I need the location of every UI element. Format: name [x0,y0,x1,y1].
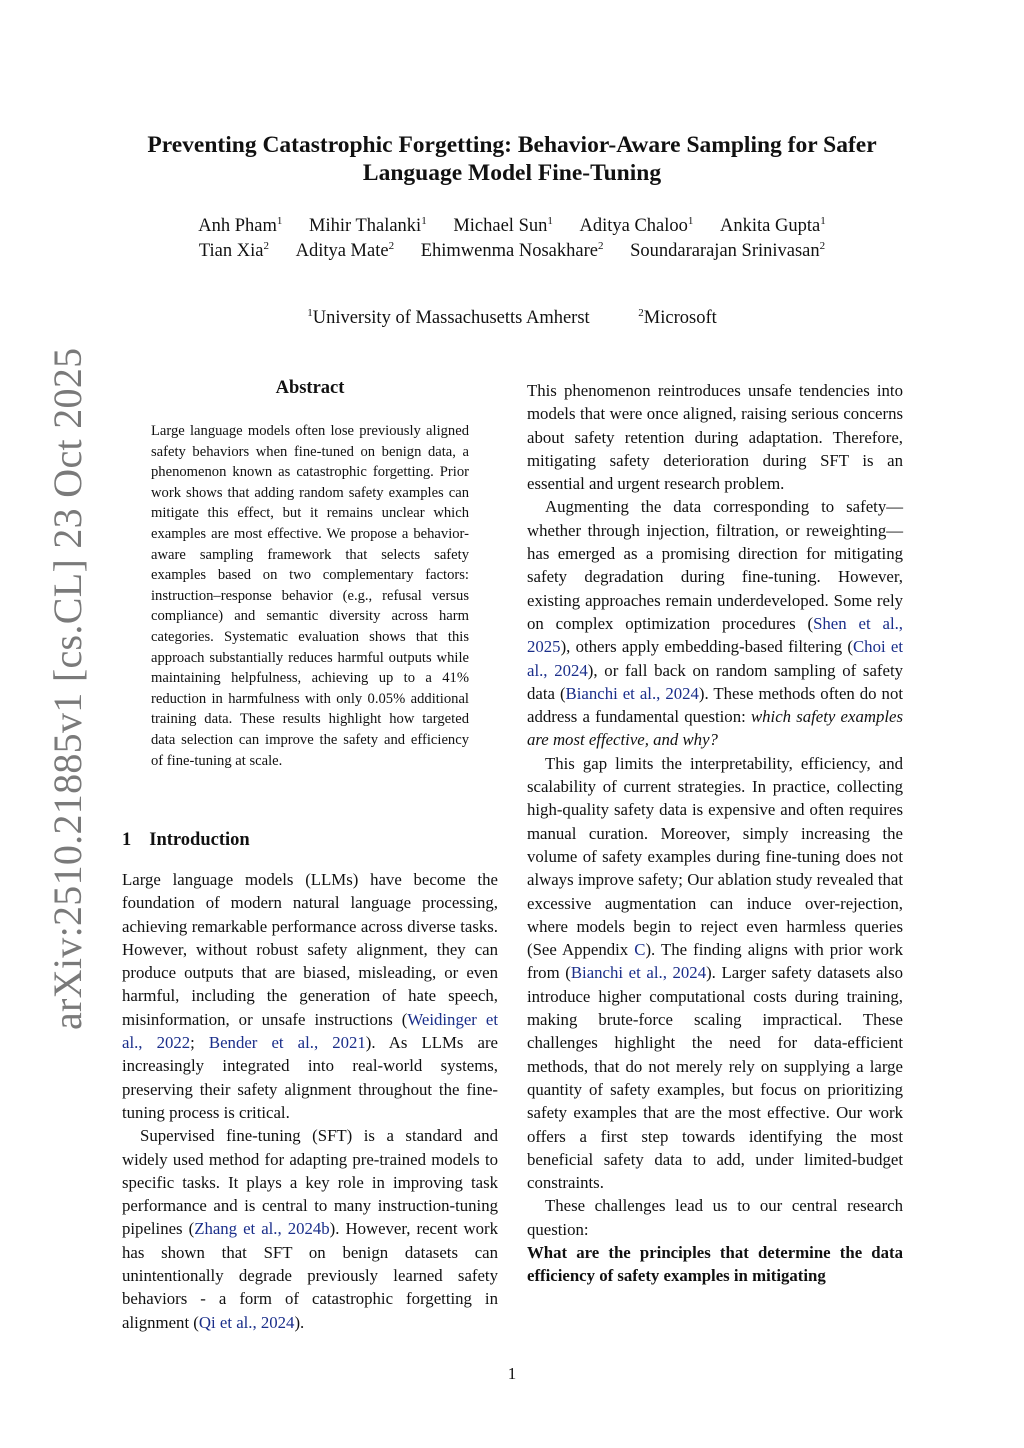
research-question-italic: which safety examples are most effective, and why? [527,707,903,750]
author: Anh Pham$^1$ [198,214,283,236]
citation-link[interactable]: Weidinger et al., 2022 [122,1009,498,1053]
affiliation: $^1$University of Massachusetts Amherst [307,306,590,328]
citation-link[interactable]: Bender et al., 2021 [208,1033,366,1053]
right-column [527,379,903,1288]
citation-link[interactable]: Bianchi et al., 2024 [570,963,707,983]
author: Soundararajan Srinivasan$^2$ [630,239,826,261]
title-line-1: Preventing Catastrophic Forgetting: Behavior-Aware Sampling for Safer [147,132,877,158]
author: Michael Sun$^1$ [453,214,553,236]
paragraph: Large language models (LLMs) have become the foundation of modern natural language processing, achieving remarkable performance across diverse tasks. However, without robust safety alignment, they can produce outputs that are biased, misleading, or even harmful, including the generation of hate speech, misinformation, or unsafe instructions (Weidinger et al., 2022; Bender et al., 2021). As LLMs are increasingly integrated into real-world systems, preserving their safety alignment throughout the fine-tuning process is critical. [122,870,498,1122]
section-heading [122,830,250,851]
citation-link[interactable]: Bianchi et al., 2024 [565,683,699,703]
citation-link[interactable]: Zhang et al., 2024b [194,1219,330,1239]
affiliations [100,306,924,331]
central-question: What are the principles that determine the data efficiency of safety examples in mitigating [527,1242,903,1286]
abstract-text: Large language models often lose previously aligned safety behaviors when fine-tuned on benign data, a phenomenon known as catastrophic forgetting. Prior work shows that adding random safety examples can mitigate this effect, but it remains unclear which examples are most effective. We propose a behavior-aware sampling framework that selects safety examples based on two complementary factors: instruction–response behavior (e.g., refusal versus compliance) and semantic diversity across harm categories. Systematic evaluation shows that this approach substantially reduces harmful outputs while maintaining helpfulness, achieving up to a 41% reduction in harmfulness with only 0.05% additional training data. These results highlight how targeted data selection can improve the safety and efficiency of fine-tuning at scale. [151,423,469,769]
paragraph: Augmenting the data corresponding to safety—whether through injection, filtration, or reweighting—has emerged as a promising direction for mitigating safety degradation during fine-tuning. However, existing approaches remain underdeveloped. Some rely on complex optimization procedures (Shen et al., 2025), others apply embedding-based filtering (Choi et al., 2024), or fall back on random sampling of safety data (Bianchi et al., 2024). These methods often do not address a fundamental question: which safety examples are most effective, and why? [527,497,904,750]
left-column [122,868,498,1334]
paper-title [100,131,924,187]
appendix-link[interactable]: C [634,940,646,960]
paragraph: This phenomenon reintroduces unsafe tendencies into models that were once aligned, raising serious concerns about safety retention during adaptation. Therefore, mitigating safety deterioration during SFT is an essential and urgent research problem. [527,381,903,494]
affiliation: $^2$Microsoft [638,306,717,328]
paragraph: This gap limits the interpretability, efficiency, and scalability of current strategies. In practice, collecting high-quality safety data is expensive and often requires manual curation. Moreover, simply increasing the volume of safety examples during fine-tuning does not always improve safety; Our ablation study revealed that excessive augmentation can induce over-rejection, where models begin to reject even harmless queries (See Appendix C). The finding aligns with prior work from (Bianchi et al., 2024). Larger safety datasets also introduce higher computational costs during training, making brute-force scaling impractical. These challenges highlight the need for data-efficient methods, that do not merely rely on supplying a large quantity of safety examples, but focus on prioritizing safety examples that are the most effective. Our work offers a first step towards identifying the most beneficial safety data to add, under limited-budget constraints. [527,753,904,1193]
author: Aditya Mate$^2$ [295,239,395,261]
author-row-1 [100,214,924,239]
citation-link[interactable]: Choi et al., 2024 [527,637,903,680]
paragraph: These challenges lead us to our central research question: [527,1196,903,1239]
section-title: Introduction [149,830,250,850]
author: Ehimwenma Nosakhare$^2$ [420,239,604,261]
arxiv-sidebar-stamp: arXiv:2510.21885v1 [cs.CL] 23 Oct 2025 [45,347,90,1030]
page-number: 1 [507,1364,517,1383]
title-line-2: Language Model Fine-Tuning [362,160,662,186]
author-list [100,214,924,264]
section-number: 1 [122,830,132,850]
author-row-2 [100,239,924,264]
citation-link[interactable]: Qi et al., 2024 [198,1312,295,1332]
author: Tian Xia$^2$ [198,239,269,261]
paragraph: Supervised fine-tuning (SFT) is a standard and widely used method for adapting pre-trained models to specific tasks. It plays a key role in improving task performance and is central to many instruction-tuning pipelines (Zhang et al., 2024b). However, recent work has shown that SFT on benign datasets can unintentionally degrade previously learned safety behaviors - a form of catastrophic forgetting in alignment (Qi et al., 2024). [122,1126,498,1332]
author: Mihir Thalanki$^1$ [309,214,427,236]
abstract-heading: Abstract [275,378,345,398]
citation-link[interactable]: Shen et al., 2025 [527,613,903,657]
author: Aditya Chaloo$^1$ [579,214,694,236]
author: Ankita Gupta$^1$ [720,214,826,236]
